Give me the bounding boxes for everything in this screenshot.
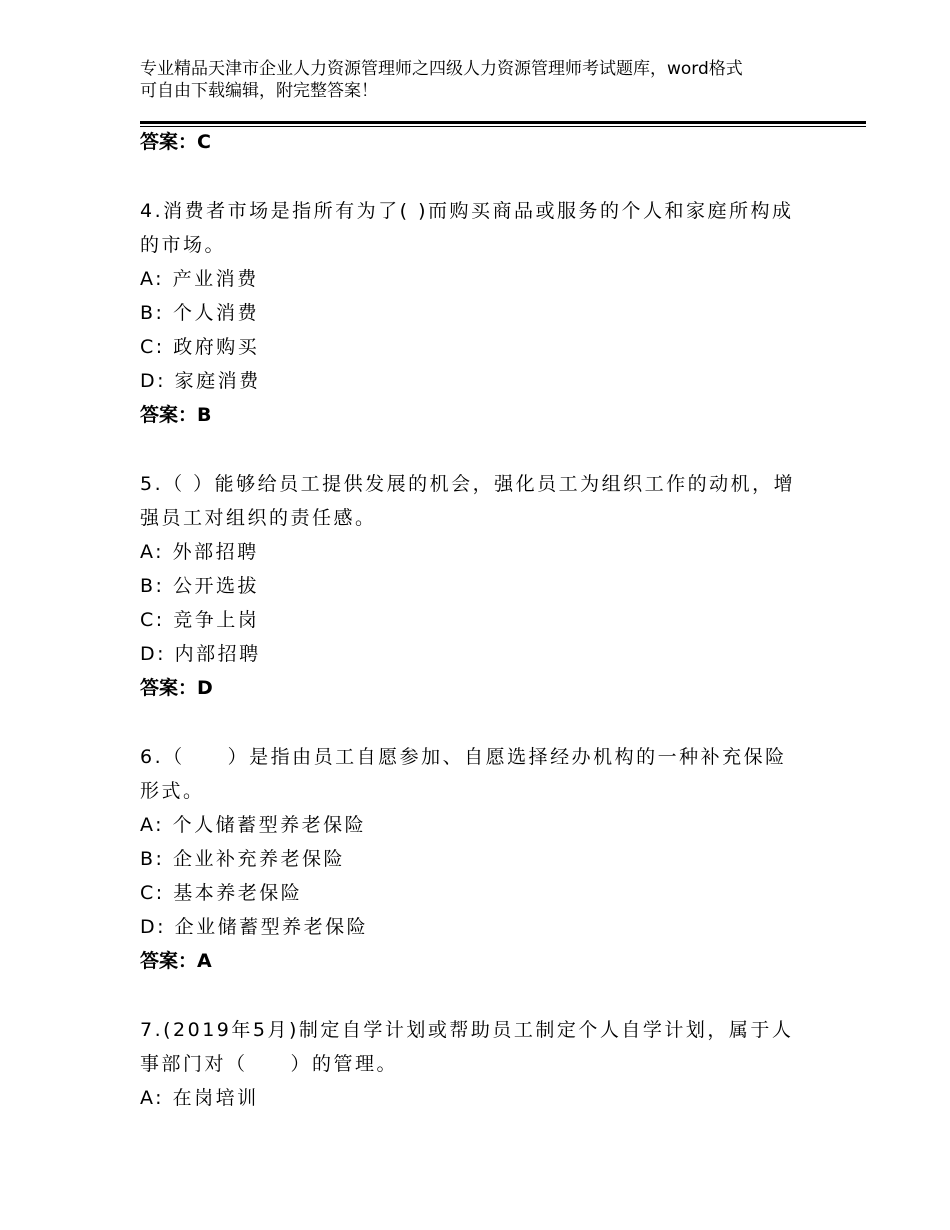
- option-b: B: 企业补充养老保险: [140, 848, 345, 870]
- question-5: [140, 467, 820, 705]
- question-text-line: 的市场。: [140, 234, 227, 256]
- option-b: B: 个人消费: [140, 302, 259, 324]
- option-d: D: 家庭消费: [140, 370, 261, 392]
- document-header: [140, 58, 820, 102]
- question-text-line: 事部门对（ ）的管理。: [140, 1053, 399, 1075]
- question-7: [140, 1013, 820, 1115]
- question-text-line: 7.(2019年5月)制定自学计划或帮助员工制定个人自学计划，属于人: [140, 1019, 794, 1041]
- answer: 答案：B: [140, 404, 212, 426]
- option-a: A: 外部招聘: [140, 541, 259, 563]
- header-line-1: 专业精品天津市企业人力资源管理师之四级人力资源管理师考试题库，word格式: [140, 59, 743, 79]
- question-text-line: 形式。: [140, 780, 205, 802]
- option-a: A: 产业消费: [140, 268, 259, 290]
- question-text-line: 4.消费者市场是指所有为了( )而购买商品或服务的个人和家庭所构成: [140, 200, 794, 222]
- option-c: C: 竞争上岗: [140, 609, 260, 631]
- question-4: [140, 194, 820, 432]
- question-text-line: 6.（ ）是指由员工自愿参加、自愿选择经办机构的一种补充保险: [140, 746, 787, 768]
- option-b: B: 公开选拔: [140, 575, 259, 597]
- answer: 答案：A: [140, 950, 212, 972]
- option-d: D: 内部招聘: [140, 643, 261, 665]
- option-c: C: 基本养老保险: [140, 882, 303, 904]
- option-d: D: 企业储蓄型养老保险: [140, 916, 369, 938]
- option-c: C: 政府购买: [140, 336, 260, 358]
- option-a: A: 个人储蓄型养老保险: [140, 814, 367, 836]
- header-rule-thick: [140, 121, 866, 124]
- question-text-line: 强员工对组织的责任感。: [140, 507, 377, 529]
- question-text-line: 5.（ ）能够给员工提供发展的机会，强化员工为组织工作的动机，增: [140, 473, 796, 495]
- header-line-2: 可自由下载编辑，附完整答案！: [140, 81, 378, 101]
- option-a: A: 在岗培训: [140, 1087, 259, 1109]
- answer-previous: 答案：C: [140, 131, 211, 153]
- answer: 答案：D: [140, 677, 213, 699]
- question-6: [140, 740, 820, 978]
- document-body: [140, 125, 820, 1115]
